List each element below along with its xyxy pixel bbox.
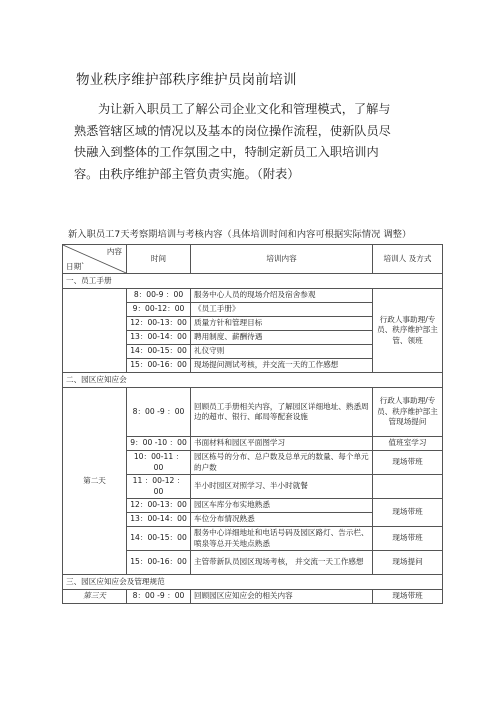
content-cell: 服务中心人员的现场介绍及宿舍参观	[191, 289, 373, 303]
content-cell: 回顾园区应知应会的相关内容	[191, 590, 373, 604]
responsible-cell: 行政人事助理/专员、秩序维护部主管、领班	[373, 289, 443, 373]
section-title: 一、员工手册	[63, 274, 443, 289]
header-time: 时间	[127, 245, 191, 274]
content-cell: 礼仪守则	[191, 345, 373, 359]
responsible-cell: 值班室学习	[373, 437, 443, 451]
section-row	[63, 373, 443, 388]
content-cell: 半小时园区对照学习、半小时就餐	[191, 475, 373, 499]
time-cell: 15：00-16：00	[127, 359, 191, 373]
day-cell: 第二天	[63, 388, 127, 575]
content-cell: 《员工手册》	[191, 303, 373, 317]
header-responsible: 培训人 及方式	[373, 245, 443, 274]
header-content-label: 内容	[106, 247, 122, 256]
table-row	[63, 388, 443, 437]
section-title: 三、园区应知应会及管理规范	[63, 575, 443, 590]
time-cell: 13：00-14：00	[127, 513, 191, 527]
responsible-cell: 行政人事助理/专员、秩序维护部主管现场提问	[373, 388, 443, 437]
header-content: 培训内容	[191, 245, 373, 274]
time-cell: 9：00 -10 ：00	[127, 437, 191, 451]
responsible-cell: 现场带班	[373, 499, 443, 527]
intro-paragraph	[74, 99, 404, 185]
content-cell: 车位分布情况熟悉	[191, 513, 373, 527]
section-title: 二、园区应知应会	[63, 373, 443, 388]
content-cell: 主管带新队员园区现场考核， 并交流一天工作感想	[191, 551, 373, 575]
time-cell: 13：00-14：00	[127, 331, 191, 345]
section-row	[63, 274, 443, 289]
table-row	[63, 289, 443, 303]
section-row	[63, 575, 443, 590]
time-cell: 10：00-11 ：00	[127, 451, 191, 475]
table-header-row	[63, 245, 443, 274]
content-cell: 现场提问测试考核，并交流一天的工作感想	[191, 359, 373, 373]
time-cell: 9：00-12：00	[127, 303, 191, 317]
table-caption: 新入职员工7天考察期培训与考核内容（具体培训时间和内容可根据实际情况 调整）	[68, 229, 412, 240]
time-cell: 8：00 -9 ：00	[127, 590, 191, 604]
content-cell: 质量方针和管理目标	[191, 317, 373, 331]
time-cell: 12：00-13：00	[127, 317, 191, 331]
intro-line: 快融入到整体的工作氛围之中，特制定新员工入职培训内	[74, 145, 379, 159]
content-cell: 回顾员工手册相关内容，了解园区详细地址、熟悉周边的超市、银行、邮局等配套设施	[191, 388, 373, 437]
intro-line: 为让新入职员工了解公司企业文化和管理模式，了解与	[98, 102, 391, 116]
time-cell: 8：00-9 ：00	[127, 289, 191, 303]
time-cell: 14：00-15：00	[127, 527, 191, 551]
content-cell: 园区栋号的分布、总户数及总单元的数量、每个单元的户数	[191, 451, 373, 475]
day-cell: 第三天	[63, 590, 127, 604]
header-date-label: 日期`	[66, 261, 85, 271]
time-cell: 12：00-13：00	[127, 499, 191, 513]
time-cell: 15：00-16：00	[127, 551, 191, 575]
document-title: 物业秩序维护部秩序维护员岗前培训	[76, 72, 297, 88]
content-cell: 服务中心详细地址和电话号码及园区路灯、告示栏、喷泉等总开关地点熟悉	[191, 527, 373, 551]
content-cell: 园区车库分布实地熟悉	[191, 499, 373, 513]
content-cell: 聘用制度、薪酬待遇	[191, 331, 373, 345]
table-row	[63, 590, 443, 604]
responsible-cell: 现场带班	[373, 527, 443, 551]
time-cell: 8：00 -9 ：00	[127, 388, 191, 437]
time-cell: 14：00-15：00	[127, 345, 191, 359]
training-schedule-table	[62, 244, 443, 604]
intro-line: 容。由秩序维护部主管负责实施。（附表）	[74, 166, 300, 181]
responsible-cell	[373, 475, 443, 499]
responsible-cell: 现场带班	[373, 590, 443, 604]
intro-line: 熟悉管辖区域的情况以及基本的岗位操作流程，使新队员尽	[74, 123, 391, 138]
day-cell	[63, 289, 127, 373]
time-cell: 11 ：00-12 ：00	[127, 475, 191, 499]
responsible-cell: 现场提问	[373, 551, 443, 575]
content-cell: 书面材料和园区平面图学习	[191, 437, 373, 451]
header-corner-cell	[63, 245, 127, 274]
responsible-cell: 现场带班	[373, 451, 443, 475]
